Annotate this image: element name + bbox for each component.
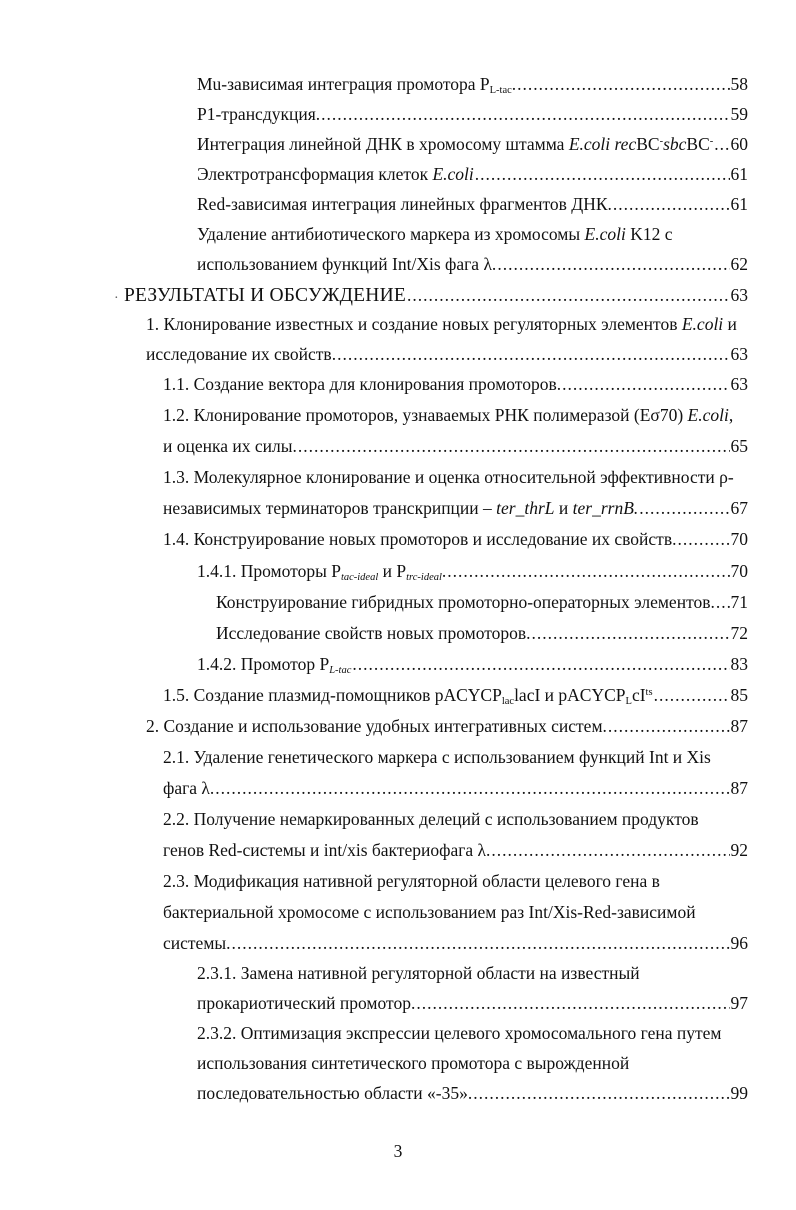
page-ref: 96: [730, 933, 748, 953]
toc-entry: Mu-зависимая интеграция промотора $P_{L-tac}$. ..... 58: [197, 76, 748, 98]
dot-leader: [497, 256, 729, 274]
page-ref: 70: [730, 561, 748, 581]
page-ref: 99: [730, 1083, 748, 1103]
dot-leader: [532, 625, 730, 643]
toc-entry: 1.1. Создание вектора для клонирования промоторов. ..... 63: [163, 376, 748, 398]
toc-entry: P1-трансдукция. ..... 59: [197, 106, 748, 128]
dot-leader: [215, 780, 729, 798]
toc-entry: использованием функций Int/Xis фага λ. ..... 62: [197, 256, 748, 278]
toc-entry-line: использования синтетического промотора с вырожденной: [197, 1053, 630, 1073]
toc-entry: независимых терминаторов транскрипции – ter_thrL и ter_rrnB. ..... 67: [163, 500, 748, 522]
toc-entry: системы. ..... 96: [163, 935, 748, 957]
toc-entry: 1.4.1. Промоторы $P_{tac-ideal}$ и $P_{trc-ideal}$. ..... 70: [197, 563, 748, 585]
dot-leader: [491, 842, 729, 860]
toc-entry: 1.4. Конструирование новых промоторов и исследование их свойств. ..... 70: [163, 531, 748, 553]
toc-entry-line: 2.3. Модификация нативной регуляторной области целевого гена в: [163, 871, 660, 891]
page-ref: 92: [730, 840, 748, 860]
toc-entry: и оценка их силы. ..... 65: [163, 438, 748, 460]
page-ref: 70: [730, 529, 748, 549]
page-ref: 67: [730, 498, 748, 518]
toc-entry: Конструирование гибридных промоторно-операторных элементов. ..... 71: [216, 594, 748, 616]
dot-leader: [677, 531, 729, 549]
toc-entry: Интеграция линейной ДНК в хромосому штамма E.coli recBC-sbcBC- ..... 60: [197, 136, 748, 158]
toc-entry: последовательностью области «-35». ..... 99: [197, 1085, 748, 1107]
dot-leader: [517, 76, 729, 94]
page-ref: 61: [730, 194, 748, 214]
page-ref: 60: [730, 134, 748, 154]
page-ref: 62: [730, 254, 748, 274]
page-ref: 97: [730, 993, 748, 1013]
toc-entry-line: 2.3.2. Оптимизация экспрессии целевого хромосомального гена путем: [197, 1023, 722, 1043]
page-number: 3: [393, 1141, 403, 1161]
page-ref: 63: [730, 344, 748, 364]
dot-leader: [613, 196, 730, 214]
toc-entry-line: 1. Клонирование известных и создание новых регуляторных элементов E.coli и: [146, 314, 737, 334]
stray-mark: ·: [114, 291, 119, 306]
page-ref: 63: [730, 285, 748, 305]
dot-leader: [407, 287, 730, 305]
page-ref: 59: [730, 104, 748, 124]
toc-entry: генов Red-системы и int/xis бактериофага λ. ..... 92: [163, 842, 748, 864]
dot-leader: [475, 166, 730, 184]
toc-entry: 2. Создание и использование удобных интегративных систем. ..... 87: [146, 718, 748, 740]
dot-leader: [321, 106, 729, 124]
toc-entry: Электротрансформация клеток E.coli ..... 61: [197, 166, 748, 188]
dot-leader: [608, 718, 730, 736]
dot-leader: [562, 376, 729, 394]
page-ref: 71: [730, 592, 748, 612]
dot-leader: [639, 500, 729, 518]
dot-leader: [447, 563, 729, 581]
toc-entry-line: 2.2. Получение немаркированных делеций с использованием продуктов: [163, 809, 699, 829]
toc-entry-line: 2.1. Удаление генетического маркера с использованием функций Int и Xis: [163, 747, 711, 767]
page-ref: 85: [730, 685, 748, 705]
page-ref: 63: [730, 374, 748, 394]
toc-entry: 1.4.2. Промотор $P_{L-tac}$ ..... 83: [197, 656, 748, 678]
toc-entry-line: 1.2. Клонирование промоторов, узнаваемых РНК полимеразой (Eσ70) E.coli,: [163, 405, 734, 425]
toc-section-heading: РЕЗУЛЬТАТЫ И ОБСУЖДЕНИЕ ..... 63: [124, 286, 748, 308]
toc-entry: Red-зависимая интеграция линейных фрагментов ДНК. ..... 61: [197, 196, 748, 218]
page-ref: 72: [730, 623, 748, 643]
toc-entry-line: бактериальной хромосоме с использованием раз Int/Xis-Red-зависимой: [163, 902, 696, 922]
page-ref: 61: [730, 164, 748, 184]
dot-leader: [716, 594, 730, 612]
page-ref: 65: [730, 436, 748, 456]
page-ref: 87: [730, 778, 748, 798]
dot-leader: [298, 438, 730, 456]
dot-leader: [232, 935, 730, 953]
dot-leader: [337, 346, 729, 364]
dot-leader: [654, 687, 730, 705]
toc-entry-line: Удаление антибиотического маркера из хромосомы E.coli K12 с: [197, 224, 673, 244]
dot-leader: [473, 1085, 729, 1103]
toc-entry: исследование их свойств. ..... 63: [146, 346, 748, 368]
page-ref: 58: [730, 74, 748, 94]
dot-leader: [714, 136, 729, 154]
dot-leader: [352, 656, 729, 674]
toc-entry-line: 1.3. Молекулярное клонирование и оценка относительной эффективности ρ-: [163, 467, 734, 487]
toc-entry: Исследование свойств новых промоторов. ..... 72: [216, 625, 748, 647]
toc-entry: прокариотический промотор. ..... 97: [197, 995, 748, 1017]
page-ref: 83: [730, 654, 748, 674]
dot-leader: [416, 995, 729, 1013]
page-ref: 87: [730, 716, 748, 736]
toc-entry: фага λ. ..... 87: [163, 780, 748, 802]
toc-entry-line: 2.3.1. Замена нативной регуляторной области на известный: [197, 963, 640, 983]
toc-entry: 1.5. Создание плазмид-помощников pACYCP$_{lac}$lacI и $pACYCP_LcI^{ts}$ ..... 85: [163, 687, 748, 709]
